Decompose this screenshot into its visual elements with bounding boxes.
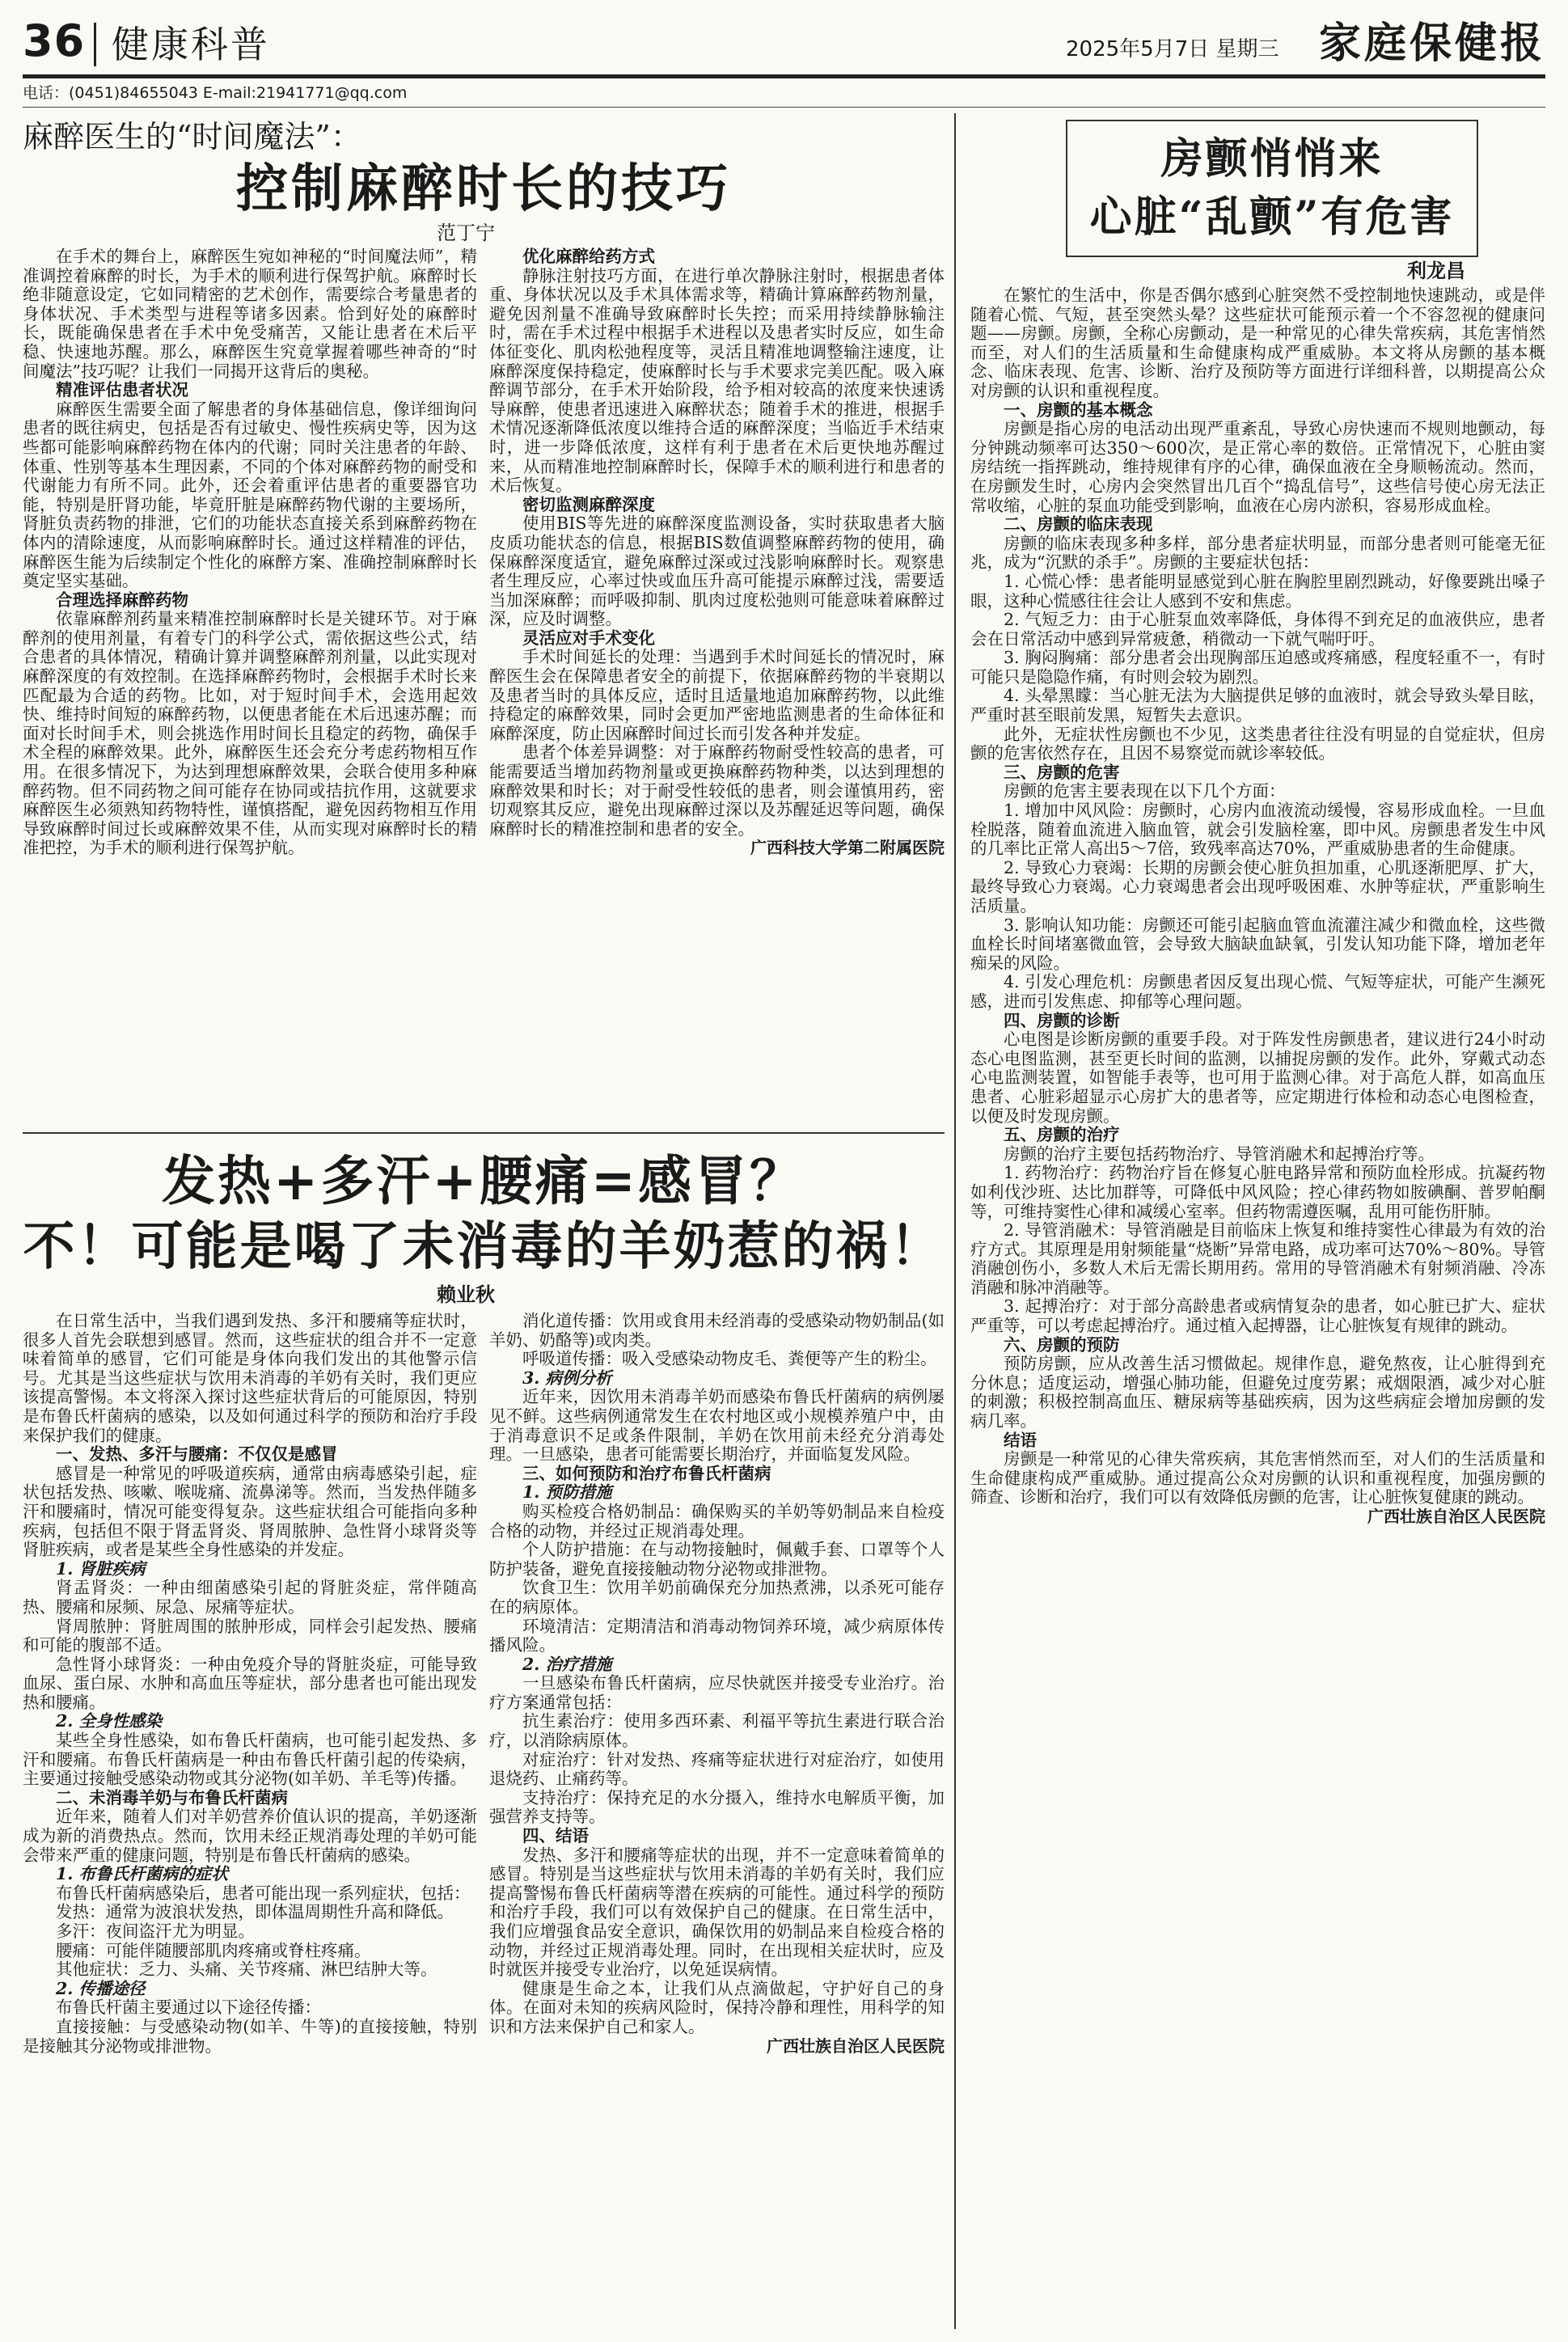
paragraph: 房颤是指心房的电活动出现严重紊乱，导致心房快速而不规则地颤动，每分钟跳动频率可达350～600次，是正常心率的数倍。正常情况下，心脏由窦房结统一指挥跳动，维持规律有序的心律，确保血液在全身顺畅流动。然而，在房颤发生时，心房内会突然冒出几百个“捣乱信号”，这些信号使心房无法正常收缩，心脏的泵血功能受到影响，血液在心房内淤积，容易形成血栓。	[970, 419, 1545, 515]
article3-col	[970, 286, 1545, 2332]
subheading-minor: 2. 治疗措施	[522, 1654, 612, 1674]
paragraph: 消化道传播：饮用或食用未经消毒的受感染动物奶制品(如羊奶、奶酪等)或肉类。	[489, 1312, 945, 1350]
article1-col2	[489, 247, 945, 1125]
paragraph: 在繁忙的生活中，你是否偶尔感到心脏突然不受控制地快速跳动，或是伴随着心慌、气短，甚至突然头晕？这些症状可能预示着一个不容忽视的健康问题——房颤。房颤，全称心房颤动，是一种常见的心律失常疾病，其危害悄然而至，对人们的生活质量和生命健康构成严重威胁。本文将从房颤的基本概念、临床表现、危害、诊断、治疗及预防等方面进行详细科普，以期提高公众对房颤的认识和重视程度。	[970, 286, 1545, 400]
paragraph: 患者个体差异调整：对于麻醉药物耐受性较高的患者，可能需要适当增加药物剂量或更换麻醉药物种类，以达到理想的麻醉效果和时长；对于耐受性较低的患者，则会谨慎用药，密切观察其反应，避免出现麻醉过深以及苏醒延迟等问题，确保麻醉时长的精准控制和患者的安全。	[489, 742, 945, 839]
paragraph: 2. 导管消融术：导管消融是目前临床上恢复和维持窦性心律最为有效的治疗方式。其原理是用射频能量“烧断”异常电路，成功率可达70%～80%。导管消融创伤小，多数人术后无需长期用药。常用的导管消融术有射频消融、冷冻消融和脉冲消融等。	[970, 1220, 1545, 1297]
section-name: 健康科普	[112, 23, 270, 66]
paragraph: 3. 胸闷胸痛：部分患者会出现胸部压迫感或疼痛感，程度轻重不一，有时可能只是隐隐作痛，有时则会较为剧烈。	[970, 648, 1545, 687]
issue-date: 2025年5月7日 星期三	[1066, 37, 1279, 61]
paragraph: 静脉注射技巧方面，在进行单次静脉注射时，根据患者体重、身体状况以及手术具体需求等，精确计算麻醉药物剂量，避免因剂量不准确导致麻醉时长失控；而采用持续静脉输注时，需在手术过程中根据手术进程以及患者实时反应，如生命体征变化、肌肉松弛程度等，灵活且精准地调整输注速度，让麻醉深度保持稳定，使麻醉时长与手术要求完美匹配。吸入麻醉调节部分，在手术开始阶段，给予相对较高的浓度来快速诱导麻醉，使患者迅速进入麻醉状态；随着手术的推进，根据手术情况逐渐降低浓度以维持合适的麻醉深度；当临近手术结束时，进一步降低浓度，这样有利于患者在术后更快地苏醒过来，从而精准地控制麻醉时长，保障手术的顺利进行和患者的术后恢复。	[489, 265, 945, 496]
paragraph: 房颤是一种常见的心律失常疾病，其危害悄然而至，对人们的生活质量和生命健康构成严重威胁。通过提高公众对房颤的认识和重视程度，加强房颤的筛查、诊断和治疗，我们可以有效降低房颤的危害，让心脏恢复健康的跳动。	[970, 1449, 1545, 1507]
subheading: 四、结语	[522, 1826, 589, 1846]
column-separator	[954, 113, 956, 2329]
article2-author: 赖业秋	[437, 1283, 495, 1306]
subheading-minor: 3. 病例分析	[522, 1368, 612, 1388]
subheading: 五、房颤的治疗	[1004, 1125, 1120, 1145]
paragraph: 房颤的治疗主要包括药物治疗、导管消融术和起搏治疗等。	[1004, 1144, 1435, 1164]
paragraph: 肾周脓肿：肾脏周围的脓肿形成，同样会引起发热、腰痛和可能的腹部不适。	[23, 1616, 477, 1655]
subheading-minor: 1. 预防措施	[522, 1482, 612, 1503]
subheading-minor: 1. 肾脏疾病	[56, 1558, 146, 1579]
paragraph: 对症治疗：针对发热、疼痛等症状进行对症治疗，如使用退烧药、止痛药等。	[489, 1749, 945, 1789]
paragraph: 腰痛：可能伴随腰部肌肉疼痛或脊柱疼痛。	[56, 1940, 371, 1960]
paragraph: 直接接触：与受感染动物(如羊、牛等)的直接接触，特别是接触其分泌物或排泄物。	[23, 2016, 477, 2056]
paragraph: 支持治疗：保持充足的水分摄入，维持水电解质平衡，加强营养支持等。	[489, 1787, 945, 1827]
paragraph: 健康是生命之本，让我们从点滴做起，守护好自己的身体。在面对未知的疾病风险时，保持冷静和理性，用科学的知识和方法来保护自己和家人。	[489, 1978, 945, 2036]
paragraph: 3. 起搏治疗：对于部分高龄患者或病情复杂的患者，如心脏已扩大、症状严重等，可以考虑起搏治疗。通过植入起搏器，让心脏恢复有规律的跳动。	[970, 1296, 1545, 1336]
subheading: 优化麻醉给药方式	[522, 247, 655, 266]
subheading-minor: 2. 传播途径	[56, 1978, 146, 1998]
subheading: 结语	[1004, 1430, 1037, 1450]
subheading: 二、未消毒羊奶与布鲁氏杆菌病	[56, 1787, 288, 1807]
paragraph: 2. 气短乏力：由于心脏泵血效率降低，身体得不到充足的血液供应，患者会在日常活动中感到异常疲惫，稍微动一下就气喘吁吁。	[970, 610, 1545, 649]
paragraph: 呼吸道传播：吸入受感染动物皮毛、粪便等产生的粉尘。	[522, 1349, 937, 1369]
paragraph: 在日常生活中，当我们遇到发热、多汗和腰痛等症状时，很多人首先会联想到感冒。然而，这些症状的组合并不一定意味着简单的感冒，它们可能是身体向我们发出的其他警示信号。尤其是当这些症状与饮用未消毒的羊奶有关时，我们更应该提高警惕。本文将深入探讨这些症状背后的可能原因，特别是布鲁氏杆菌病的感染，以及如何通过科学的预防和治疗手段来保护我们的健康。	[23, 1312, 477, 1445]
paragraph: 使用BIS等先进的麻醉深度监测设备，实时获取患者大脑皮质功能状态的信息，根据BIS数值调整麻醉药物的使用，确保麻醉深度适宜，避免麻醉过深或过浅影响麻醉时长。观察患者生理反应，心率过快或血压升高可能提示麻醉过浅，需要适当加深麻醉；而呼吸抑制、肌肉过度松弛则可能意味着麻醉过深，应及时调整。	[489, 514, 945, 629]
article2-title-line1: 发热+多汗+腰痛=感冒？	[162, 1149, 805, 1212]
subheading: 精准评估患者状况	[56, 380, 188, 400]
paragraph: 抗生素治疗：使用多西环素、利福平等抗生素进行联合治疗，以消除病原体。	[489, 1711, 945, 1751]
subheading: 合理选择麻醉药物	[56, 590, 188, 610]
paragraph: 1. 增加中风风险：房颤时，心房内血液流动缓慢，容易形成血栓。一旦血栓脱落，随着血流进入脑血管，就会引发脑栓塞，即中风。房颤患者发生中风的几率比正常人高出5～7倍，致残率高达70%，严重威胁患者的生命健康。	[970, 801, 1545, 859]
article1-author: 范丁宁	[437, 222, 495, 244]
paragraph: 急性肾小球肾炎：一种由免疫介导的肾脏炎症，可能导致血尿、蛋白尿、水肿和高血压等症状，部分患者也可能出现发热和腰痛。	[23, 1654, 477, 1712]
article2-title-line2: 不！可能是喝了未消毒的羊奶惹的祸！	[23, 1216, 945, 1277]
paragraph: 1. 药物治疗：药物治疗旨在修复心脏电路异常和预防血栓形成。抗凝药物如利伐沙班、达比加群等，可降低中风风险；控心律药物如胺碘酮、普罗帕酮等，可维持窦性心律和减缓心室率。但药物需遵医嘱，乱用可能伤肝肺。	[970, 1163, 1545, 1221]
article3-title-line2: 心脏“乱颤”有危害	[1089, 192, 1455, 242]
article2-col2	[489, 1312, 945, 2332]
paragraph: 近年来，因饮用未消毒羊奶而感染布鲁氏杆菌病的病例屡见不鲜。这些病例通常发生在农村地区或小规模养殖户中，由于消毒意识不足或条件限制，羊奶在饮用前未经充分消毒处理。一旦感染，患者可能需要长期治疗，并面临复发风险。	[489, 1387, 945, 1465]
paragraph: 预防房颤，应从改善生活习惯做起。规律作息，避免熬夜，让心脏得到充分休息；适度运动，增强心肺功能，但避免过度劳累；戒烟限酒，减少对心脏的刺激；积极控制高血压、糖尿病等基础疾病，因为这些病症会增加房颤的发病几率。	[970, 1354, 1545, 1431]
paragraph: 布鲁氏杆菌病感染后，患者可能出现一系列症状，包括：	[56, 1883, 471, 1903]
article-separator	[23, 1132, 945, 1134]
subheading-minor: 2. 全身性感染	[56, 1711, 163, 1731]
paragraph: 一旦感染布鲁氏杆菌病，应尽快就医并接受专业治疗。治疗方案通常包括：	[489, 1673, 945, 1712]
article3-title-line1: 房颤悄悄来	[1160, 134, 1384, 184]
article1-title: 控制麻醉时长的技巧	[236, 159, 731, 219]
subheading: 六、房颤的预防	[1004, 1334, 1120, 1355]
article1-kicker: 麻醉医生的“时间魔法”：	[23, 119, 361, 154]
article2-col1	[23, 1312, 477, 2332]
institution: 广西壮族自治区人民医院	[1367, 1507, 1545, 1526]
subheading: 二、房颤的临床表现	[1004, 514, 1153, 535]
paragraph: 手术时间延长的处理：当遇到手术时间延长的情况时，麻醉医生会在保障患者安全的前提下，依据麻醉药物的半衰期以及患者当时的具体反应，适时且适量地追加麻醉药物，以此维持稳定的麻醉效果，同时会更加严密地监测患者的生命体征和麻醉深度，防止因麻醉时间过长而引发各种并发症。	[489, 647, 945, 743]
paragraph: 此外，无症状性房颤也不少见，这类患者往往没有明显的自觉症状，但房颤的危害依然存在，且因不易察觉而就诊率较低。	[970, 724, 1545, 763]
paragraph: 4. 引发心理危机：房颤患者因反复出现心慌、气短等症状，可能产生濒死感，进而引发焦虑、抑郁等心理问题。	[970, 972, 1545, 1011]
paragraph: 4. 头晕黑矇：当心脏无法为大脑提供足够的血液时，就会导致头晕目眩，严重时甚至眼前发黑，短暂失去意识。	[970, 686, 1545, 725]
paragraph: 2. 导致心力衰竭：长期的房颤会使心脏负担加重，心肌逐渐肥厚、扩大，最终导致心力衰竭。心力衰竭患者会出现呼吸困难、水肿等症状，严重影响生活质量。	[970, 857, 1545, 915]
paragraph: 多汗：夜间盗汗尤为明显。	[56, 1921, 255, 1941]
paragraph: 依靠麻醉剂药量来精准控制麻醉时长是关键环节。对于麻醉剂的使用剂量，有着专门的科学公式，需依据这些公式，结合患者的具体情况，精确计算并调整麻醉剂剂量，以此实现对麻醉深度的有效控制。在选择麻醉药物时，会根据手术时长来匹配最为合适的药物。比如，对于短时间手术，会选用起效快、维持时间短的麻醉药物，以便患者能在术后迅速苏醒；而面对长时间手术，则会挑选作用时间长且稳定的药物，确保手术全程的麻醉效果。此外，麻醉医生还会充分考虑药物相互作用。在很多情况下，为达到理想麻醉效果，会联合使用多种麻醉药物。但不同药物之间可能存在协同或拮抗作用，这就要求麻醉医生必须熟知药物特性，谨慎搭配，避免因药物相互作用导致麻醉时间过长或麻醉效果不佳，从而实现对麻醉时长的精准把控，为手术的顺利进行保驾护航。	[23, 609, 477, 858]
paragraph: 饮食卫生：饮用羊奶前确保充分加热煮沸，以杀死可能存在的病原体。	[489, 1578, 945, 1617]
contact-line: 电话：(0451)84655043 E-mail:21941771@qq.com	[23, 84, 408, 102]
paragraph: 感冒是一种常见的呼吸道疾病，通常由病毒感染引起，症状包括发热、咳嗽、喉咙痛、流鼻涕等。然而，当发热伴随多汗和腰痛时，情况可能变得复杂。这些症状组合可能指向多种疾病，包括但不限于肾盂肾炎、肾周脓肿、急性肾小球肾炎等肾脏疾病，或者是某些全身性感染的并发症。	[23, 1463, 477, 1560]
paragraph: 1. 心慌心悸：患者能明显感觉到心脏在胸腔里剧烈跳动，好像要跳出嗓子眼，这种心慌感往往会让人感到不安和焦虑。	[970, 571, 1545, 611]
paragraph: 房颤的临床表现多种多样，部分患者症状明显，而部分患者则可能毫无征兆，成为“沉默的杀手”。房颤的主要症状包括：	[970, 533, 1545, 573]
article3-title-box	[1066, 120, 1478, 257]
institution: 广西科技大学第二附属医院	[750, 838, 945, 858]
header-rule	[23, 107, 1545, 108]
subheading: 一、房颤的基本概念	[1004, 399, 1153, 420]
institution: 广西壮族自治区人民医院	[767, 2036, 945, 2056]
page-number: 36	[23, 15, 86, 66]
paper-name: 家庭保健报	[1318, 19, 1545, 68]
paragraph: 其他症状：乏力、头痛、关节疼痛、淋巴结肿大等。	[56, 1959, 437, 1980]
paragraph: 环境清洁：定期清洁和消毒动物饲养环境，减少病原体传播风险。	[489, 1616, 945, 1655]
paragraph: 在手术的舞台上，麻醉医生宛如神秘的“时间魔法师”，精准调控着麻醉的时长，为手术的顺利进行保驾护航。麻醉时长绝非随意设定，它如同精密的艺术创作，需要综合考量患者的身体状况、手术类型与进程等诸多因素。恰到好处的麻醉时长，既能确保患者在手术中免受痛苦，又能让患者在术后平稳、快速地苏醒。那么，麻醉医生究竟掌握着哪些神奇的“时间魔法”技巧呢？让我们一同揭开这背后的奥秘。	[23, 247, 477, 381]
subheading: 密切监测麻醉深度	[522, 494, 655, 514]
paragraph: 发热：通常为波浪状发热，即体温周期性升高和降低。	[56, 1902, 454, 1922]
article1-col1	[23, 247, 477, 1125]
paragraph: 发热、多汗和腰痛等症状的出现，并不一定意味着简单的感冒。特别是当这些症状与饮用未消毒的羊奶有关时，我们应提高警惕布鲁氏杆菌病等潜在疾病的可能性。通过科学的预防和治疗手段，我们可以有效保护自己的健康。在日常生活中，我们应增强食品安全意识，确保饮用的奶制品来自检疫合格的动物，并经过正规消毒处理。同时，在出现相关症状时，应及时就医并接受专业治疗，以免延误病情。	[489, 1845, 945, 1980]
subheading-minor: 1. 布鲁氏杆菌病的症状	[56, 1864, 229, 1884]
paragraph: 某些全身性感染，如布鲁氏杆菌病，也可能引起发热、多汗和腰痛。布鲁氏杆菌病是一种由布鲁氏杆菌引起的传染病，主要通过接触受感染动物或其分泌物(如羊奶、羊毛等)传播。	[23, 1731, 477, 1789]
subheading: 四、房颤的诊断	[1004, 1010, 1120, 1030]
paragraph: 3. 影响认知功能：房颤还可能引起脑血管血流灌注减少和微血栓，这些微血栓长时间堵塞微血管，会导致大脑缺血缺氧，引发认知功能下降，增加老年痴呆的风险。	[970, 915, 1545, 973]
subheading: 一、发热、多汗与腰痛：不仅仅是感冒	[56, 1444, 338, 1465]
masthead	[23, 16, 1545, 73]
paragraph: 房颤的危害主要表现在以下几个方面：	[1004, 781, 1286, 801]
paragraph: 布鲁氏杆菌主要通过以下途径传播：	[56, 1997, 321, 2018]
paragraph: 购买检疫合格奶制品：确保购买的羊奶等奶制品来自检疫合格的动物，并经过正规消毒处理。	[489, 1501, 945, 1541]
paragraph: 心电图是诊断房颤的重要手段。对于阵发性房颤患者，建议进行24小时动态心电图监测，甚至更长时间的监测，以捕捉房颤的发作。此外，穿戴式动态心电监测装置，如智能手表等，也可用于监测心律。对于高危人群，如高血压患者、心脏彩超显示心房扩大的患者等，应定期进行体检和动态心电图检查，以便及时发现房颤。	[970, 1029, 1545, 1126]
masthead-rule	[23, 74, 1545, 78]
article3-author: 利龙昌	[1407, 259, 1465, 282]
paragraph: 个人防护措施：在与动物接触时，佩戴手套、口罩等个人防护装备，避免直接接触动物分泌物或排泄物。	[489, 1540, 945, 1579]
masthead-divider	[94, 23, 96, 66]
subheading: 三、如何预防和治疗布鲁氏杆菌病	[522, 1463, 771, 1483]
paragraph: 麻醉医生需要全面了解患者的身体基础信息，像详细询问患者的既往病史，包括是否有过敏史、慢性疾病史等，因为这些都可能影响麻醉药物在体内的代谢；同时关注患者的年龄、体重、性别等基本生理因素，不同的个体对麻醉药物的耐受和代谢能力有所不同。此外，还会着重评估患者的重要器官功能，特别是肝肾功能，毕竟肝脏是麻醉药物代谢的主要场所，肾脏负责药物的排泄，它们的功能状态直接关系到麻醉药物在体内的清除速度，从而影响麻醉时长。通过这样精准的评估，麻醉医生能为后续制定个性化的麻醉方案、准确控制麻醉时长奠定坚实基础。	[23, 399, 477, 591]
paragraph: 肾盂肾炎：一种由细菌感染引起的肾脏炎症，常伴随高热、腰痛和尿频、尿急、尿痛等症状。	[23, 1578, 477, 1617]
subheading: 三、房颤的危害	[1004, 762, 1120, 782]
subheading: 灵活应对手术变化	[522, 628, 655, 648]
paragraph: 近年来，随着人们对羊奶营养价值认识的提高，羊奶逐渐成为新的消费热点。然而，饮用未经正规消毒处理的羊奶可能会带来严重的健康问题，特别是布鲁氏杆菌病的感染。	[23, 1807, 477, 1865]
